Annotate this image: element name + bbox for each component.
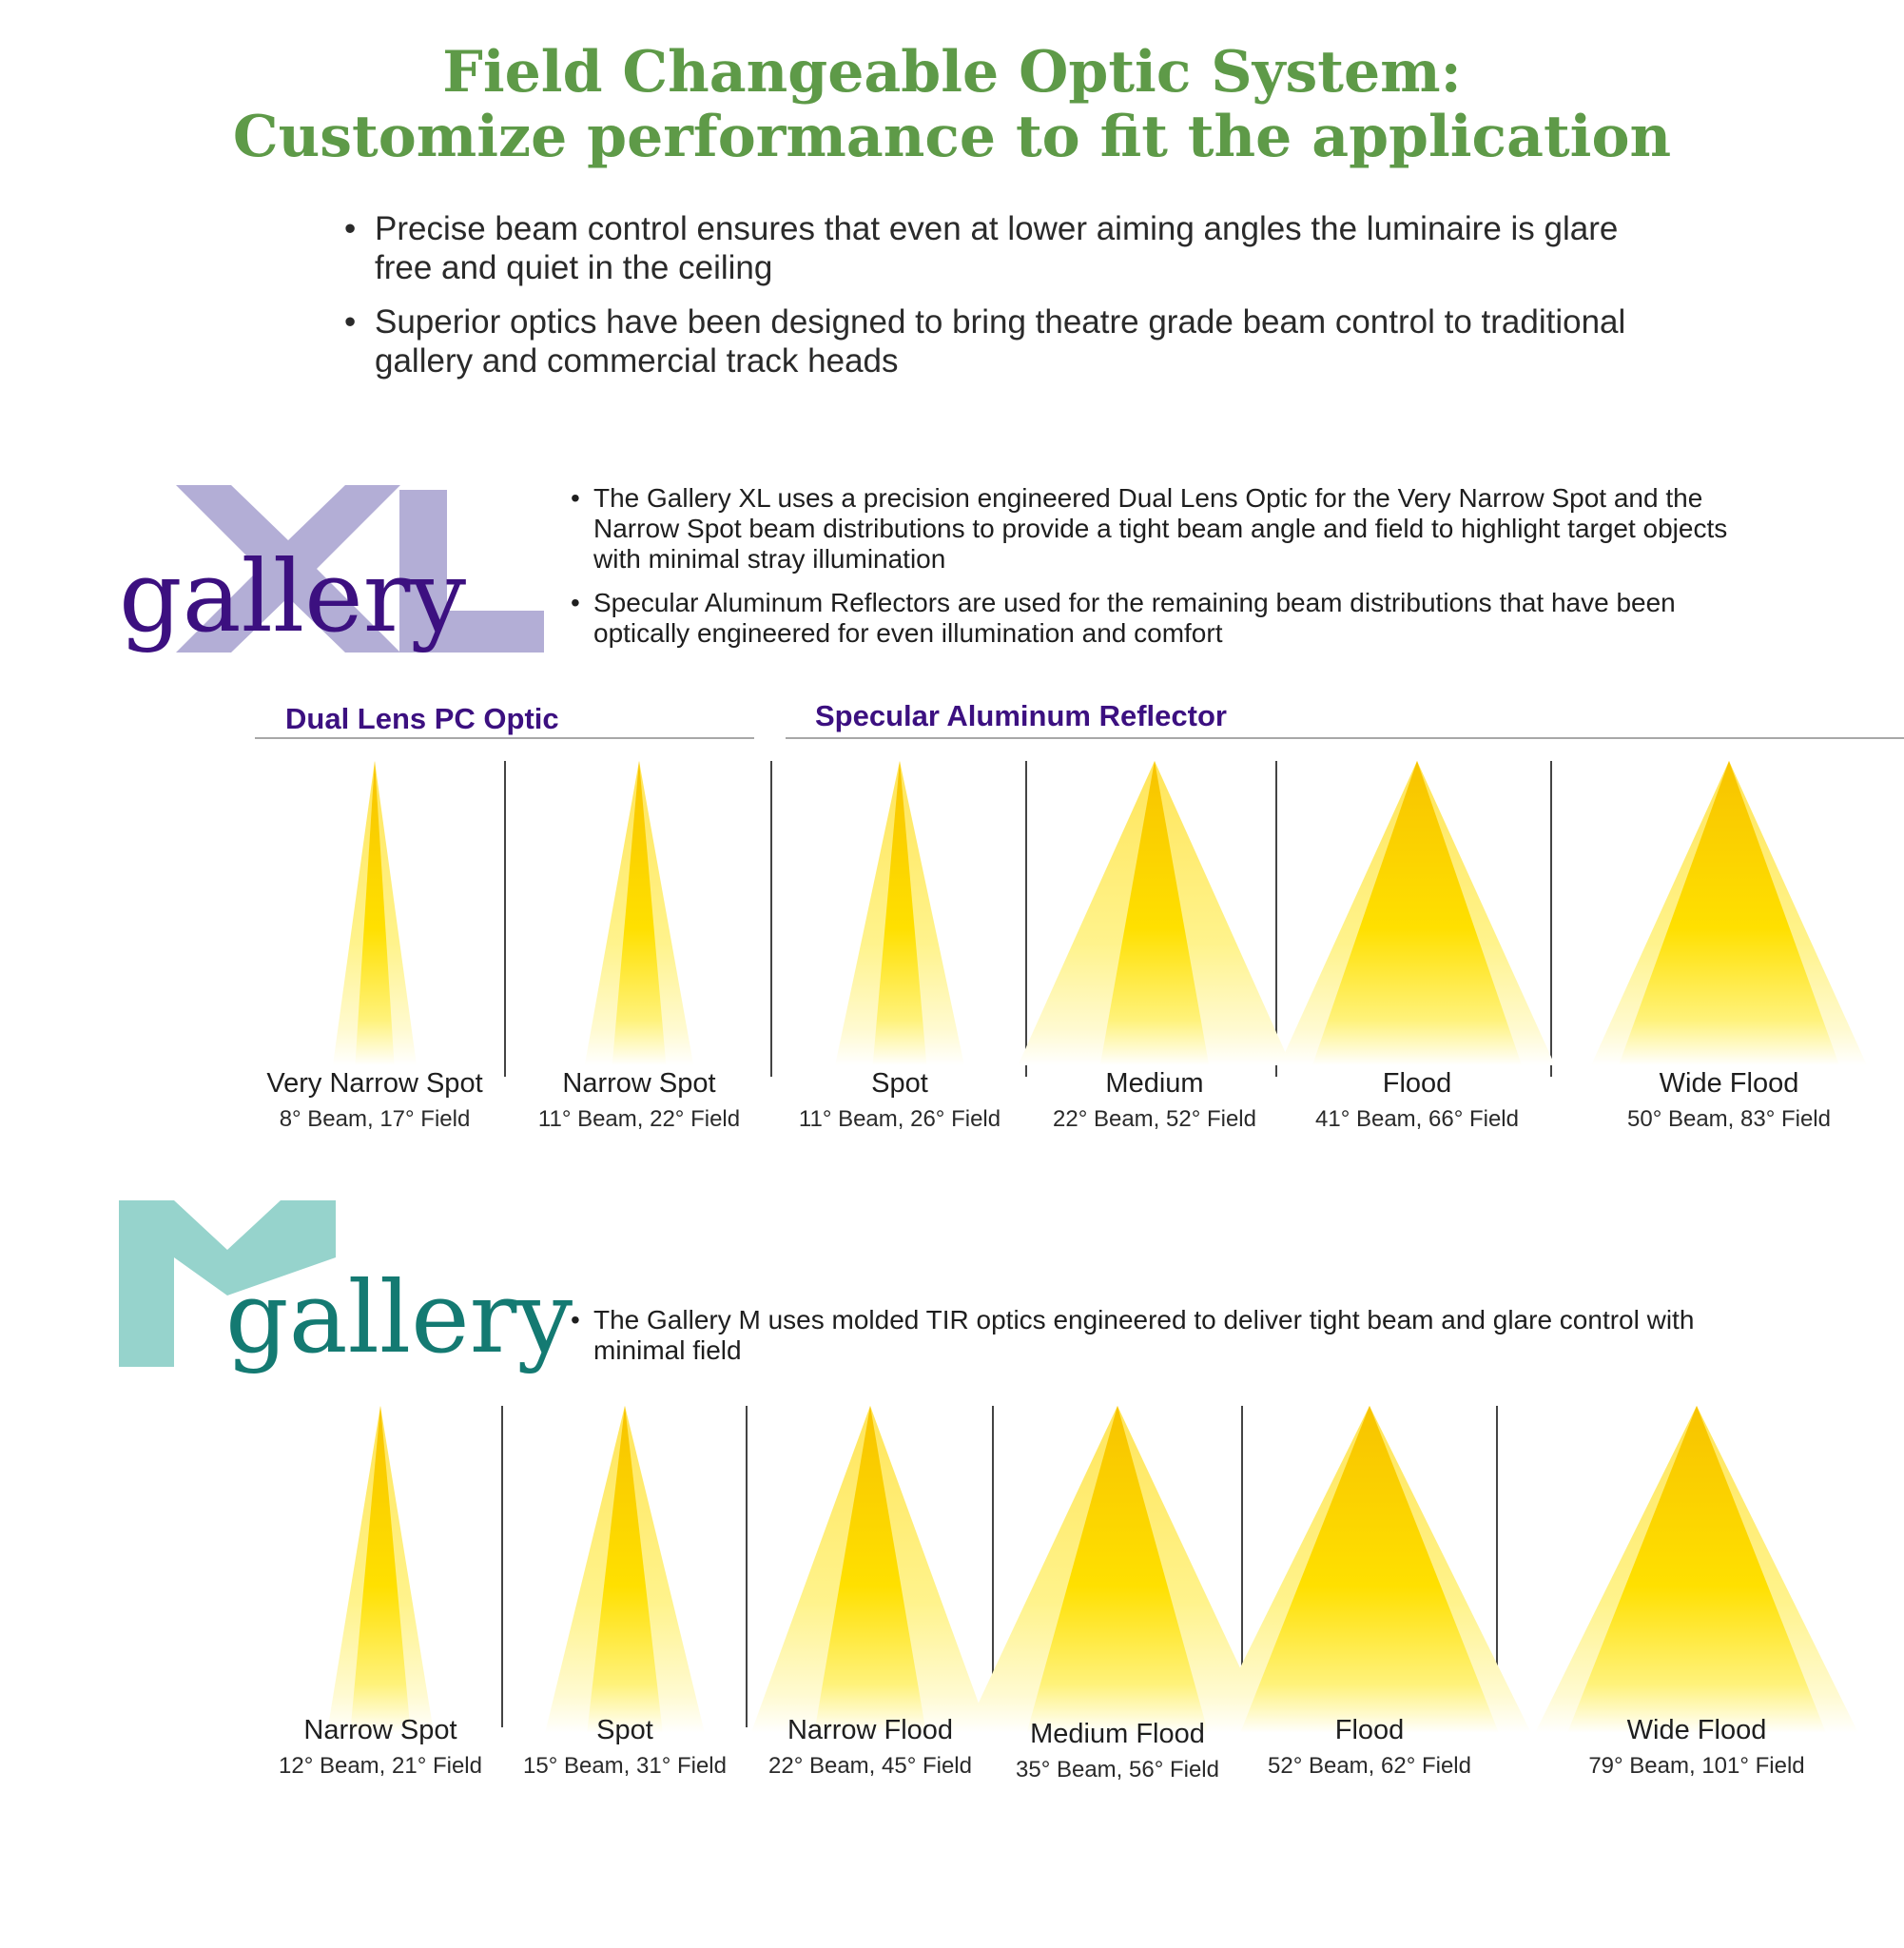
beam-name-label: Narrow Spot — [562, 1068, 716, 1099]
beam-core-cone — [1312, 761, 1522, 1065]
beam-core-cone — [1240, 1406, 1499, 1733]
beam-spec-label: 11° Beam, 22° Field — [537, 1106, 741, 1132]
group-label-dual-lens: Dual Lens PC Optic — [285, 702, 559, 735]
beam-spec-label: 22° Beam, 52° Field — [1053, 1106, 1256, 1132]
intro-bullet: • Precise beam control ensures that even at lower aiming angles the luminaire is glare free and quiet in the ceiling — [344, 209, 1676, 287]
gallery-xl-wordmark: gallery — [119, 538, 467, 654]
intro-bullet: • Superior optics have been designed to bring theatre grade beam control to traditional gallery and commercial track heads — [344, 302, 1676, 380]
xl-bullet: • Specular Aluminum Reflectors are used for the remaining beam distributions that have been optically engineered for even illumination and comfort — [571, 588, 1750, 649]
beam-spec-label: 15° Beam, 31° Field — [523, 1753, 727, 1779]
m-bullet: • The Gallery M uses molded TIR optics engineered to deliver tight beam and glare control with minimal field — [571, 1305, 1750, 1366]
gallery-m-wordmark: gallery — [225, 1259, 573, 1375]
beam-spec-label: 41° Beam, 66° Field — [1315, 1106, 1519, 1132]
beam-name-label: Narrow Flood — [787, 1715, 954, 1745]
beam-core-cone — [1567, 1406, 1826, 1733]
beam-core-cone — [1619, 761, 1839, 1065]
beam-name-label: Wide Flood — [1659, 1068, 1799, 1099]
beam-name-label: Spot — [596, 1715, 653, 1745]
xl-bullet: • The Gallery XL uses a precision engineered Dual Lens Optic for the Very Narrow Spot and the Narrow Spot beam distributions to provide a tight beam angle and field to highlight target objects with minimal stray illumination — [571, 483, 1750, 575]
beam-spec-label: 50° Beam, 83° Field — [1627, 1106, 1831, 1132]
beam-spec-label: 12° Beam, 21° Field — [279, 1753, 482, 1779]
title-line-2: Customize performance to fit the application — [232, 104, 1672, 170]
beam-name-label: Very Narrow Spot — [266, 1068, 483, 1099]
beam-spec-label: 11° Beam, 26° Field — [798, 1106, 1001, 1132]
beam-name-label: Wide Flood — [1626, 1715, 1767, 1745]
beam-spec-label: 52° Beam, 62° Field — [1268, 1753, 1471, 1779]
beam-name-label: Medium — [1105, 1068, 1204, 1099]
beam-spec-label: 79° Beam, 101° Field — [1588, 1753, 1805, 1779]
title-line-1: Field Changeable Optic System: — [442, 39, 1462, 106]
beam-name-label: Medium Flood — [1030, 1719, 1205, 1749]
beam-name-label: Flood — [1382, 1068, 1452, 1099]
beam-name-label: Flood — [1334, 1715, 1405, 1745]
beam-spec-label: 22° Beam, 45° Field — [768, 1753, 972, 1779]
beam-name-label: Narrow Spot — [303, 1715, 457, 1745]
beam-spec-label: 8° Beam, 17° Field — [279, 1106, 471, 1132]
beam-name-label: Spot — [871, 1068, 928, 1099]
beam-spec-label: 35° Beam, 56° Field — [1016, 1757, 1219, 1782]
group-label-reflector: Specular Aluminum Reflector — [815, 699, 1227, 732]
